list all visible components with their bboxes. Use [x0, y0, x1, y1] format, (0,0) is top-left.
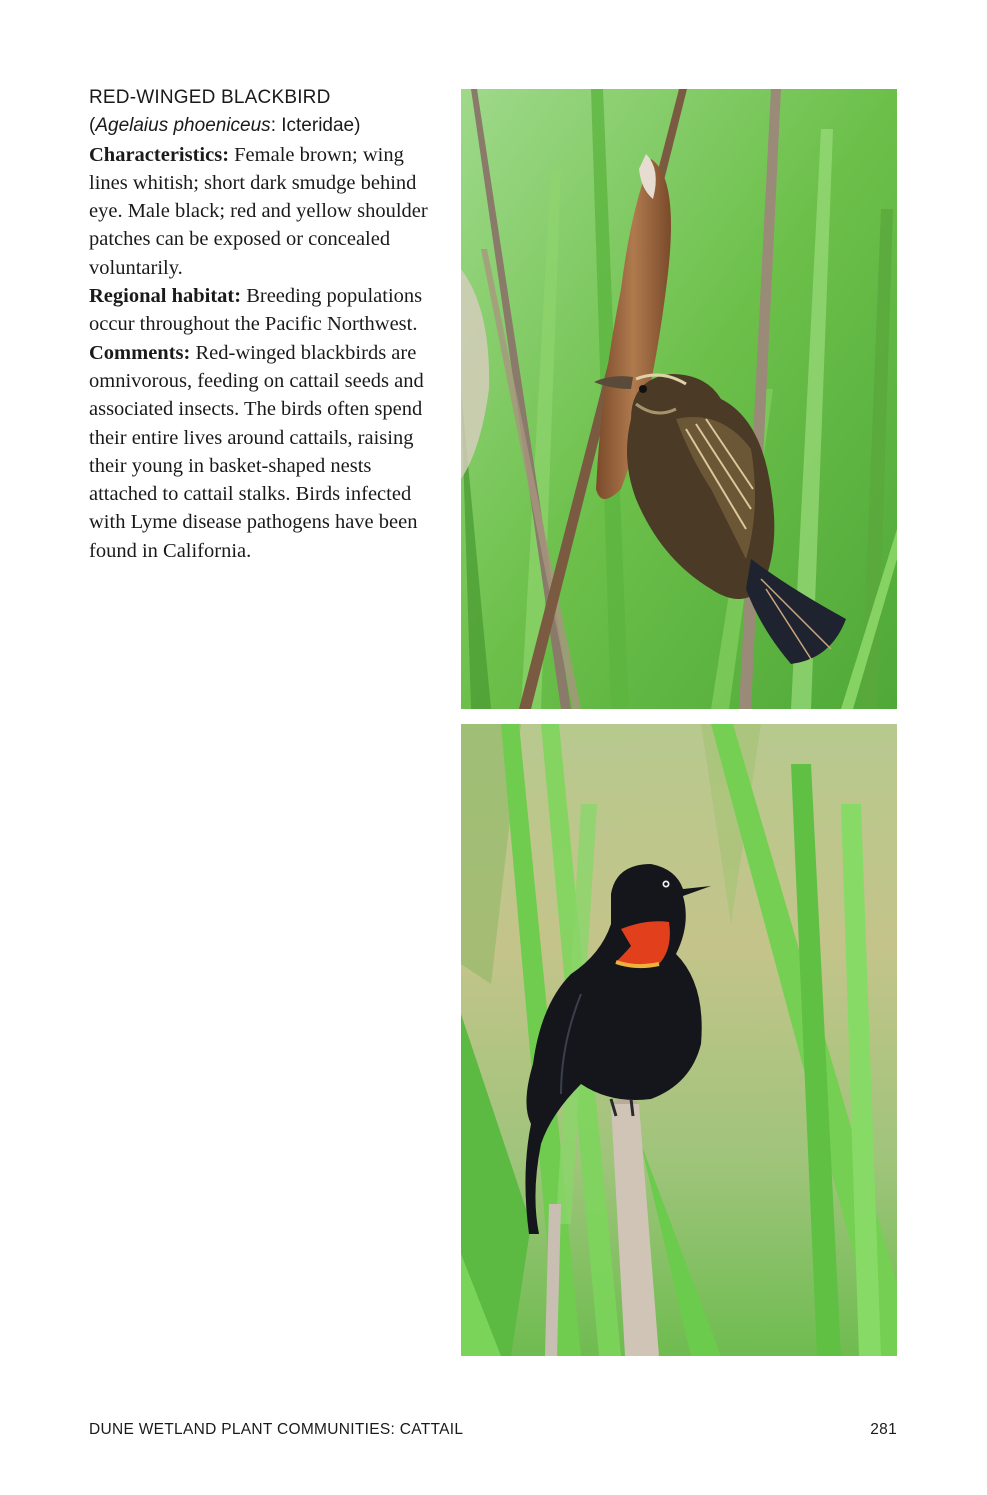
- comments-text: Red-winged blackbirds are omnivorous, feeding on cattail seeds and associated insects. The birds often spend their entire lives around cattails, raising their young in basket-shaped nests attached to cattail stalks. Birds infected with Lyme disease pathogens have been found in California.: [89, 341, 424, 562]
- comments-label: Comments:: [89, 341, 191, 364]
- male-blackbird-illustration: [461, 724, 897, 1356]
- habitat-text: Breeding populations occur throughout the Pacific Northwest.: [89, 285, 423, 336]
- female-blackbird-illustration: [461, 89, 897, 709]
- species-entry: [89, 84, 429, 565]
- male-blackbird-photo: [461, 724, 897, 1356]
- species-title: RED-WINGED BLACKBIRD: [89, 87, 331, 108]
- scientific-name: Agelaius phoeniceus: [95, 115, 271, 137]
- running-head: DUNE WETLAND PLANT COMMUNITIES: CATTAIL: [89, 1421, 464, 1438]
- page-footer: [89, 1421, 897, 1439]
- characteristics-paragraph: [89, 141, 429, 282]
- characteristics-label: Characteristics:: [89, 143, 230, 166]
- scientific-name-line: (Agelaius phoeniceus: Icteridae): [89, 115, 361, 137]
- family-name: Icteridae: [281, 115, 355, 137]
- female-blackbird-photo: [461, 89, 897, 709]
- characteristics-text: Female brown; wing lines whitish; short dark smudge behind eye. Male black; red and yellow shoulder patches can be exposed or concealed voluntarily.: [89, 143, 428, 279]
- page-number: 281: [870, 1421, 897, 1438]
- habitat-paragraph: [89, 282, 429, 339]
- habitat-label: Regional habitat:: [89, 285, 242, 308]
- comments-paragraph: [89, 339, 429, 565]
